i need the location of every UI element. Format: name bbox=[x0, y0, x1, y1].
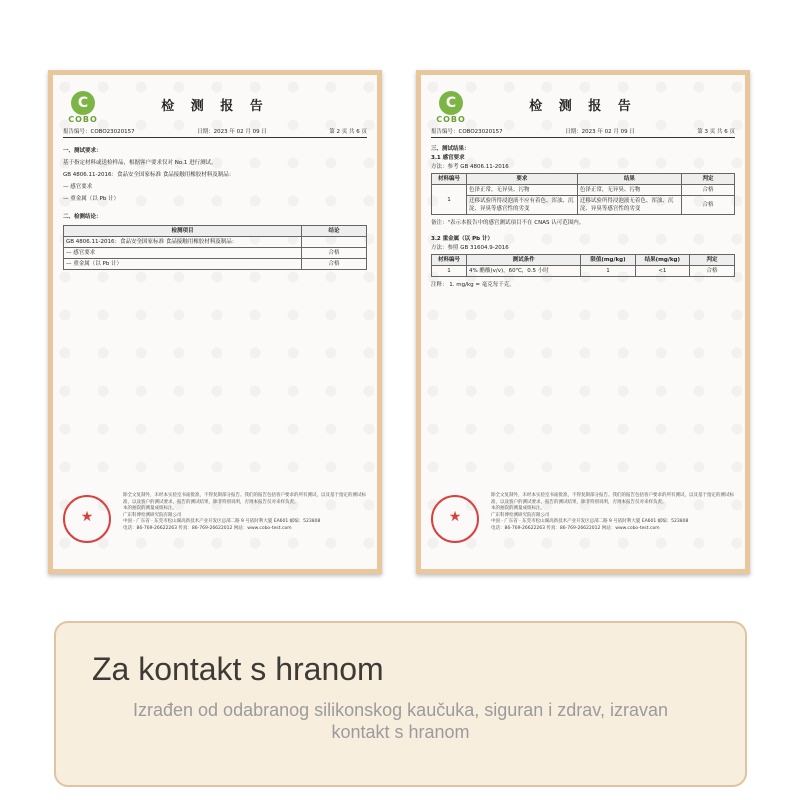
table-header: 限值(mg/kg) bbox=[581, 255, 635, 266]
table-cell: 合格 bbox=[302, 259, 367, 270]
table-cell: 色泽正常，无异臭、污物 bbox=[577, 185, 681, 196]
report-meta bbox=[63, 127, 367, 135]
official-stamp: ★ bbox=[431, 495, 479, 543]
table-header-row bbox=[64, 226, 367, 237]
table-header: 结论 bbox=[302, 226, 367, 237]
footer-line: 广东科博检测研究院有限公司 bbox=[123, 512, 182, 518]
section-heading: 一、测试要求： bbox=[63, 148, 102, 154]
method-text: 方法：参照 GB 31604.9-2016 bbox=[431, 245, 509, 251]
footer-line: 中国 · 广东省 · 东莞市松山湖高新技术产业开发区总部二路 9 号依时利大厦 EA601 邮编：523808 bbox=[491, 519, 689, 524]
method-text: 方法：参考 GB 4806.11-2016 bbox=[431, 164, 509, 170]
report-title: 检 测 报 告 bbox=[529, 99, 637, 114]
table-cell: 合格 bbox=[302, 248, 367, 259]
standard-text: GB 4806.11-2016：食品安全国家标准 食品接触用橡胶材料及制品： bbox=[63, 172, 235, 178]
table-cell: <1 bbox=[635, 266, 689, 277]
table-header: 判定 bbox=[682, 174, 735, 185]
table-header: 材料编号 bbox=[432, 255, 467, 266]
heavy-metal-table bbox=[431, 254, 735, 277]
table-cell: 迁移试验所得浸泡液无着色、浑浊、沉淀、异臭等感官性的劣变 bbox=[577, 196, 681, 215]
report-number: 报告编号：COBO23020157 bbox=[63, 129, 135, 135]
card-title: Za kontakt s hranom bbox=[92, 651, 384, 687]
table-cell bbox=[302, 237, 367, 248]
card-description-line: kontakt s hranom bbox=[331, 722, 470, 742]
report-meta bbox=[431, 127, 735, 135]
table-header-row bbox=[432, 174, 735, 185]
section-text: 基于指定材料或送检样品，根据客户要求仅对 No.1 进行测试。 bbox=[63, 160, 217, 166]
report-body bbox=[431, 145, 735, 293]
table-header: 测试条件 bbox=[467, 255, 581, 266]
table-cell: 1 bbox=[581, 266, 635, 277]
table-cell: 合格 bbox=[690, 266, 735, 277]
footer-line: 中国 · 广东省 · 东莞市松山湖高新技术产业开发区总部二路 9 号依时利大厦 EA601 邮编：523808 bbox=[123, 519, 321, 524]
report-title: 检 测 报 告 bbox=[161, 99, 269, 114]
subsection-heading: 3.2 重金属（以 Pb 计） bbox=[431, 236, 493, 242]
requirement-item: — 重金属（以 Pb 计） bbox=[63, 196, 120, 202]
report-body bbox=[63, 147, 367, 274]
table-header: 检测项目 bbox=[64, 226, 302, 237]
table-cell: 迁移试验所得浸泡液不应有着色、浑浊、沉淀、异臭等感官性的劣变 bbox=[467, 196, 578, 215]
table-cell: — 重金属（以 Pb 计） bbox=[64, 259, 302, 270]
info-card bbox=[54, 621, 747, 787]
official-stamp: ★ bbox=[63, 495, 111, 543]
table-cell: 合格 bbox=[682, 196, 735, 215]
card-description-line: Izrađen od odabranog silikonskog kaučuka, siguran i zdrav, izravan bbox=[133, 700, 668, 720]
requirement-item: — 感官要求 bbox=[63, 184, 93, 190]
section-heading: 三、测试结果： bbox=[431, 146, 470, 152]
cobo-logo: C COBO bbox=[431, 91, 471, 124]
table-cell: 1 bbox=[432, 266, 467, 277]
section-heading: 二、检测结论： bbox=[63, 214, 102, 220]
table-note: 注释： 1. mg/kg = 毫克每千克。 bbox=[431, 282, 515, 288]
page-number: 第 2 页 共 6 页 bbox=[329, 129, 367, 135]
card-description bbox=[96, 699, 705, 743]
table-note: 备注："表示本报告中的感官测试项目不在 CNAS 认可范围内。 bbox=[431, 220, 585, 226]
table-cell: 4% 醋酸(v/v)，60℃，0.5 小时 bbox=[467, 266, 581, 277]
cobo-logo: C COBO bbox=[63, 91, 103, 124]
table-cell: 合格 bbox=[682, 185, 735, 196]
table-row bbox=[432, 185, 735, 196]
table-cell: 1 bbox=[432, 185, 467, 215]
table-header: 材料编号 bbox=[432, 174, 467, 185]
table-row bbox=[64, 248, 367, 259]
divider bbox=[63, 137, 367, 138]
report-page-right bbox=[421, 75, 745, 569]
table-header: 结果 bbox=[577, 174, 681, 185]
footer-line: 本的抽次的测量成绩标注。 bbox=[123, 506, 177, 511]
sensory-table bbox=[431, 173, 735, 215]
footer-line: 电话：86-769-26622263 传真：86-769-26622012 网站：www.cobo-test.com bbox=[123, 525, 292, 531]
table-cell: 色泽正常，无异臭、污物 bbox=[467, 185, 578, 196]
table-cell: — 感官要求 bbox=[64, 248, 302, 259]
table-header: 结果(mg/kg) bbox=[635, 255, 689, 266]
certificate-frame-left bbox=[48, 70, 382, 574]
certificate-frame-right bbox=[416, 70, 750, 574]
table-cell: GB 4806.11-2016：食品安全国家标准 食品接触用橡胶材料及制品： bbox=[64, 237, 302, 248]
table-row bbox=[64, 259, 367, 270]
report-number: 报告编号：COBO23020157 bbox=[431, 129, 503, 135]
report-date: 日期：2023 年 02 月 09 日 bbox=[197, 129, 267, 135]
footer-line: 电话：86-769-26622263 传真：86-769-26622012 网站：www.cobo-test.com bbox=[491, 525, 660, 531]
page-number: 第 3 页 共 6 页 bbox=[697, 129, 735, 135]
footer-line: 广东科博检测研究院有限公司 bbox=[491, 512, 550, 518]
report-page-left bbox=[53, 75, 377, 569]
table-header: 判定 bbox=[690, 255, 735, 266]
table-header: 要求 bbox=[467, 174, 578, 185]
footer-line: 除全文复制外，未经本实验室书面批准，不得复制部分报告。我们的报告包括客户要求的所有测试，以及基于指定的测试标准，以及客户的测试要求。报告的测试结果，除非特别说明，否则本报告仅对来样负责。 bbox=[123, 493, 366, 505]
table-row bbox=[432, 196, 735, 215]
subsection-heading: 3.1 感官要求 bbox=[431, 155, 465, 161]
table-row bbox=[64, 237, 367, 248]
table-row bbox=[432, 266, 735, 277]
divider bbox=[431, 137, 735, 138]
table-header-row bbox=[432, 255, 735, 266]
footer-line: 除全文复制外，未经本实验室书面批准，不得复制部分报告。我们的报告包括客户要求的所有测试，以及基于指定的测试标准，以及客户的测试要求。报告的测试结果，除非特别说明，否则本报告仅对来样负责。 bbox=[491, 493, 734, 505]
report-footer bbox=[429, 491, 737, 561]
footer-line: 本的抽次的测量成绩标注。 bbox=[491, 506, 545, 511]
conclusion-table bbox=[63, 225, 367, 270]
report-date: 日期：2023 年 02 月 09 日 bbox=[565, 129, 635, 135]
report-footer bbox=[61, 491, 369, 561]
